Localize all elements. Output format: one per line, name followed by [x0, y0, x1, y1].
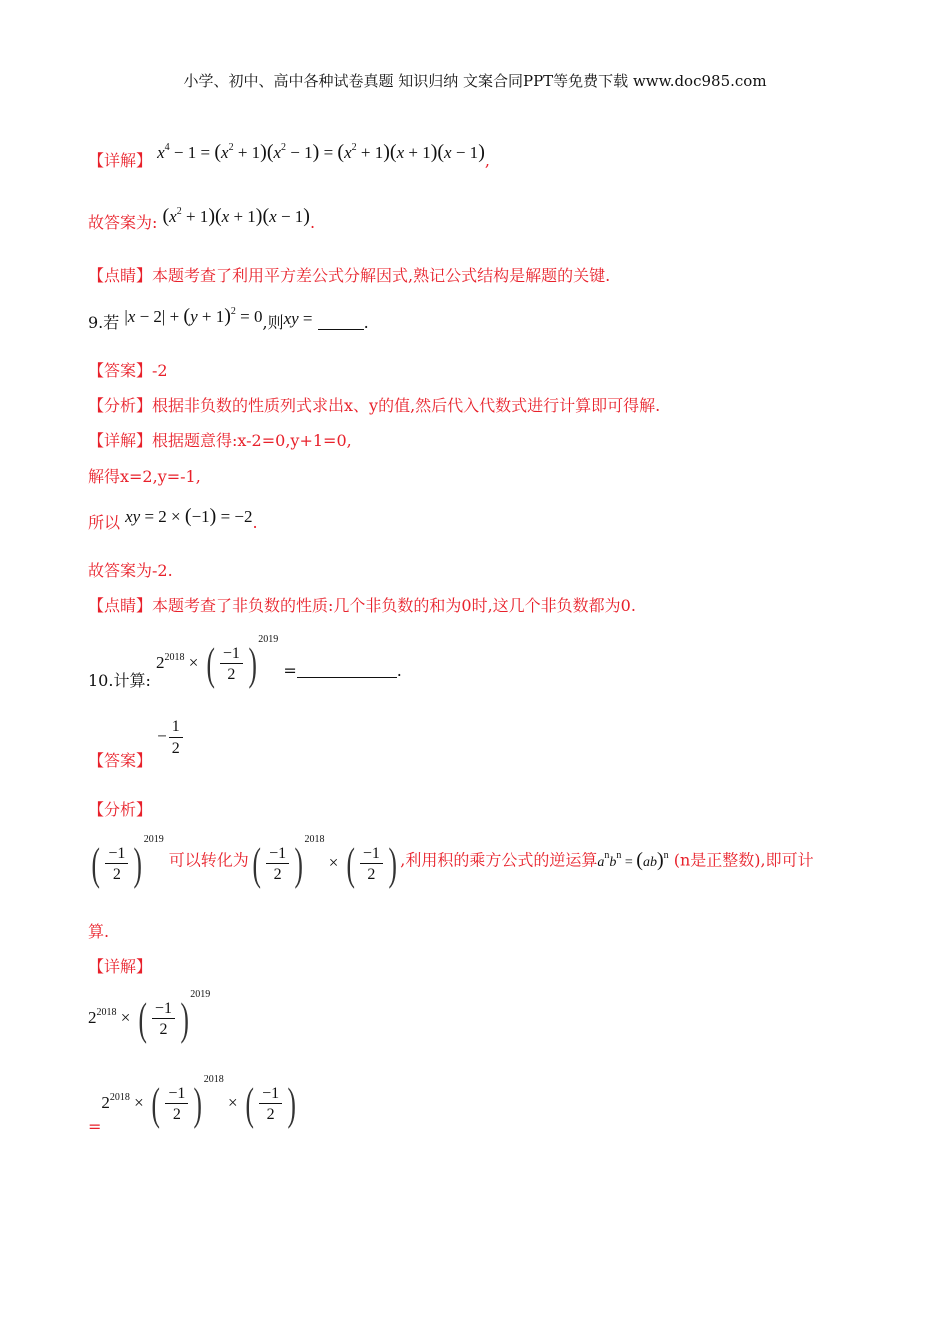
q10-detail-expression-2: $2^{2018}$ × ( $\frac{-1}{2}$ )2018 × ( $\frac{-1}{2}$ )	[101, 1074, 297, 1130]
q9-solve-line: 解得x=2,y=-1,	[88, 467, 201, 486]
q8-answer-prefix: 故答案为:	[88, 213, 158, 232]
q8-detail-line	[88, 141, 490, 170]
detail-label: 【详解】	[88, 151, 153, 170]
q8-eq-end: ,	[484, 151, 490, 170]
q9-analysis-text: 根据非负数的性质列式求出x、y的值,然后代入代数式进行计算即可得解.	[152, 396, 661, 415]
q9-answer-line	[88, 363, 168, 379]
q9-detail-text: 根据题意得:x-2=0,y+1=0,	[152, 431, 352, 450]
q10-end: .	[396, 660, 402, 680]
q8-factor-equation: $x^4 - 1 = (x^2 + 1)(x^2 - 1) = (x^2 + 1)(x + 1)(x - 1)$	[157, 141, 485, 163]
q9-final-line: 故答案为-2.	[88, 561, 173, 580]
q9-answer-value: -2	[152, 361, 168, 380]
q9-so-end: .	[252, 513, 258, 532]
q10-detail-label: 【详解】	[88, 957, 153, 976]
q10-answer-line	[88, 718, 185, 771]
q10-analysis-power: ( $\frac{-1}{2}$ )2019	[91, 834, 164, 890]
q8-answer-line	[88, 205, 316, 232]
q8-comment-line	[88, 268, 610, 284]
q10-equals: =	[283, 660, 297, 680]
q9-then: ,则	[262, 313, 284, 332]
q10-detail-eq2	[88, 1074, 299, 1136]
q10-detail-eq1	[88, 989, 211, 1045]
q9-comment-text: 本题考查了非负数的性质:几个非负数的和为0时,这几个非负数都为0.	[152, 596, 636, 615]
q10-calc-end: 算.	[88, 922, 110, 941]
q9-so-line	[88, 505, 258, 532]
q10-eq2-prefix: =	[88, 1116, 102, 1136]
q10-answer-blank	[297, 677, 397, 678]
q9-number: 9.若	[88, 313, 120, 332]
q9-analysis-line	[88, 398, 660, 414]
q9-end: .	[363, 313, 369, 332]
q9-so-text: 所以	[88, 513, 121, 532]
q9-so-equation: xy = 2 × (−1) = −2	[125, 505, 253, 527]
q8-answer-expression: $(x^2 + 1)(x + 1)(x - 1)$	[162, 205, 310, 227]
comment-label: 【点睛】	[88, 596, 153, 615]
q10-answer-fraction: − $\frac{1}{2}$	[157, 718, 185, 757]
q9-question	[88, 305, 369, 332]
q10-question	[88, 634, 402, 690]
q8-comment-text: 本题考查了利用平方差公式分解因式,熟记公式结构是解题的关键.	[152, 266, 611, 285]
q9-xy: xy =	[283, 309, 313, 328]
q10-condition: (n是正整数),即可计	[673, 850, 814, 870]
q10-formula: $a^nb^n = (ab)^n$	[597, 848, 669, 871]
q10-detail-expression-1: $2^{2018}$ × ( $\frac{-1}{2}$ )2019	[88, 989, 211, 1045]
q10-can-convert: 可以转化为	[168, 850, 249, 870]
analysis-label: 【分析】	[88, 396, 153, 415]
q9-condition-equation: $|x - 2| + (y + 1)^2 = 0$	[124, 305, 263, 327]
q9-answer-blank	[318, 329, 364, 330]
q9-comment-line	[88, 598, 636, 614]
q9-detail-line	[88, 433, 352, 449]
page-header: 小学、初中、高中各种试卷真题 知识归纳 文案合同PPT等免费下载 www.doc985.com	[183, 72, 767, 90]
q10-number: 10.计算:	[88, 670, 151, 690]
q8-answer-end: .	[309, 213, 316, 232]
answer-label: 【答案】	[88, 361, 153, 380]
q10-expression: $2^{2018}$ × ( $\frac{-1}{2}$ )2019	[155, 634, 279, 690]
detail-label: 【详解】	[88, 431, 153, 450]
answer-label: 【答案】	[88, 751, 153, 771]
q10-analysis-line	[88, 834, 814, 890]
q10-analysis-label: 【分析】	[88, 800, 153, 819]
q10-use-formula: ,利用积的乘方公式的逆运算	[400, 850, 598, 870]
comment-label: 【点睛】	[88, 266, 153, 285]
q10-converted-expression: ( $\frac{-1}{2}$ )2018 × ( $\frac{-1}{2}$ )	[252, 834, 397, 890]
